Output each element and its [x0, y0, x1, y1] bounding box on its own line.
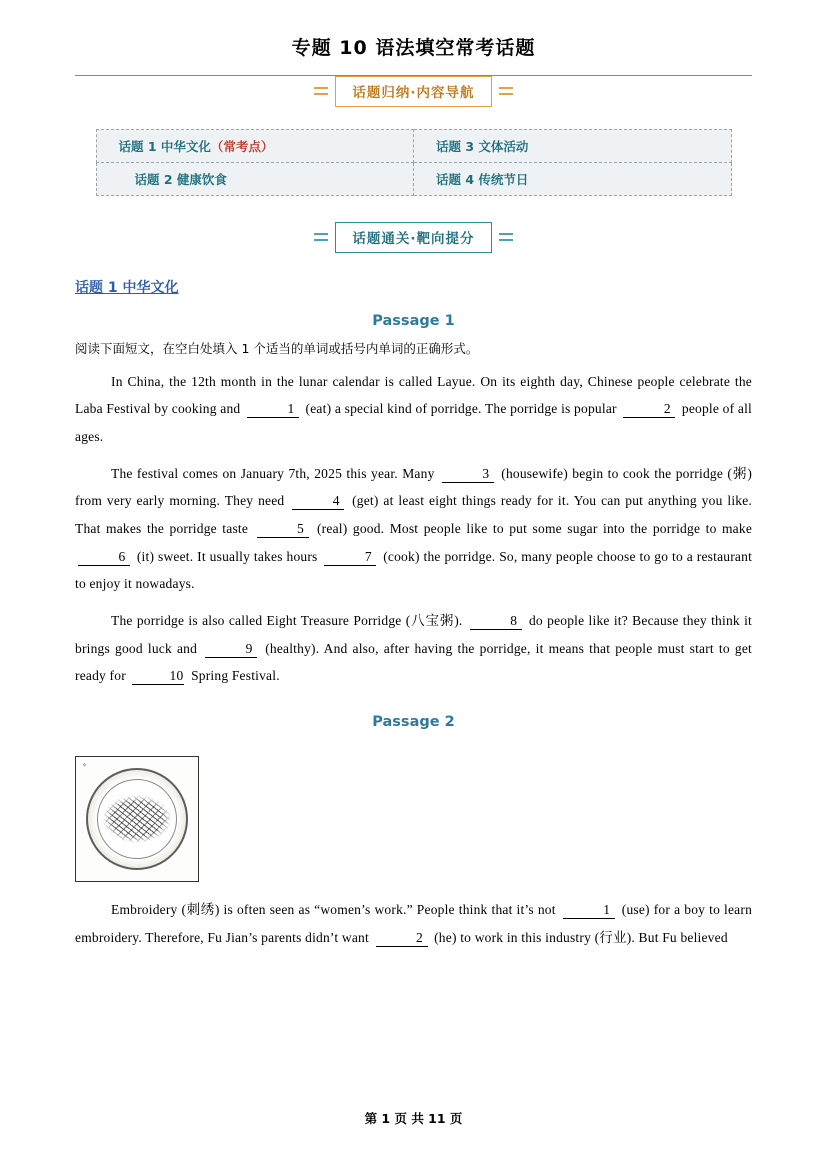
- text-run: (use) for a boy to learn embroidery. Therefore, Fu Jian’s parents didn’t want: [75, 902, 753, 945]
- topic-navigation-table: [96, 129, 732, 196]
- answer-blank-8[interactable]: 8: [470, 614, 522, 630]
- header-rule: [75, 75, 752, 76]
- section-heading-topic-1: 话题 1 中华文化: [75, 280, 179, 296]
- page-title: 专题 10 语法填空常考话题: [291, 37, 536, 59]
- answer-blank-10[interactable]: 10: [132, 669, 184, 685]
- banner-navigation: [75, 76, 752, 107]
- text-run: (he) to work in this industry (行业). But Fu believed: [434, 929, 728, 945]
- answer-blank-9[interactable]: 9: [205, 642, 257, 658]
- answer-blank-7[interactable]: 7: [324, 550, 376, 566]
- p2-answer-blank-1[interactable]: 1: [563, 903, 615, 919]
- answer-blank-3[interactable]: 3: [442, 467, 494, 483]
- text-run: (get) at least eight things ready for it. You can put anything you like. That makes the porridge taste: [75, 493, 752, 537]
- embroidery-pattern: [100, 791, 174, 847]
- banner-right-ornament-icon: [499, 85, 513, 99]
- text-run: people of all ages.: [75, 401, 752, 445]
- answer-blank-5[interactable]: 5: [257, 522, 309, 538]
- banner-left-ornament-icon: [314, 85, 328, 99]
- passage-1-paragraph-3: [75, 607, 752, 690]
- text-run: The porridge is also called Eight Treasure Porridge (八宝粥).: [111, 613, 463, 629]
- nav-cell-topic-3[interactable]: 话题 3 文体活动: [414, 130, 732, 163]
- text-run: Embroidery (刺绣) is often seen as “women’s work.” People think that it’s not: [111, 902, 556, 918]
- text-run: do people like it? Because they think it brings good luck and: [75, 613, 752, 656]
- text-run: (cook) the porridge. So, many people choose to go to a restaurant to enjoy it nowadays.: [75, 548, 753, 592]
- text-run: The festival comes on January 7th, 2025 this year. Many: [111, 465, 435, 481]
- text-run: Spring Festival.: [191, 668, 280, 684]
- table-row: [96, 163, 731, 196]
- text-run: In China, the 12th month in the lunar calendar is called Layue. On its eighth day, Chinese people celebrate the Laba Festival by cooking and: [75, 373, 752, 417]
- passage-1-paragraph-2: [75, 460, 752, 598]
- passage-2-title: Passage 2: [372, 714, 455, 731]
- passage-1-title: Passage 1: [372, 313, 455, 329]
- nav-topic-1-label: 话题 1 中华文化: [118, 139, 211, 154]
- text-run: (it) sweet. It usually takes hours: [136, 548, 318, 564]
- image-corner-mark: ✧: [82, 762, 88, 770]
- passage-1-directions: 阅读下面短文，在空白处填入 1 个适当的单词或括号内单词的正确形式。: [75, 341, 479, 356]
- banner2-left-ornament-icon: [314, 231, 328, 245]
- banner-practice: [75, 222, 752, 253]
- embroidery-illustration: [75, 756, 199, 882]
- answer-blank-2[interactable]: 2: [623, 402, 675, 418]
- answer-blank-6[interactable]: 6: [78, 550, 130, 566]
- nav-cell-topic-4[interactable]: 话题 4 传统节日: [414, 163, 732, 196]
- passage-1-body: [75, 368, 752, 690]
- table-row: [96, 130, 731, 163]
- passage-1-paragraph-1: [75, 368, 752, 451]
- nav-cell-topic-1[interactable]: [96, 130, 414, 163]
- text-run: (healthy). And also, after having the porridge, it means that people must start to get ready for: [75, 640, 752, 684]
- nav-cell-topic-2[interactable]: 话题 2 健康饮食: [96, 163, 414, 196]
- text-run: (housewife) begin to cook the porridge (粥) from very early morning. They need: [75, 465, 753, 509]
- text-run: (real) good. Most people like to put some sugar into the porridge to make: [316, 521, 753, 537]
- answer-blank-4[interactable]: 4: [292, 494, 344, 510]
- passage-2-paragraph-1: [75, 896, 752, 951]
- banner2-right-ornament-icon: [499, 231, 513, 245]
- banner-navigation-label: 话题归纳·内容导航: [335, 76, 491, 107]
- banner-practice-label: 话题通关·靶向提分: [335, 222, 491, 253]
- page-footer: 第 1 页 共 11 页: [364, 1111, 463, 1126]
- p2-answer-blank-2[interactable]: 2: [376, 931, 428, 947]
- answer-blank-1[interactable]: 1: [247, 402, 299, 418]
- text-run: (eat) a special kind of porridge. The porridge is popular: [305, 401, 617, 417]
- nav-topic-1-tag: （常考点）: [210, 139, 274, 154]
